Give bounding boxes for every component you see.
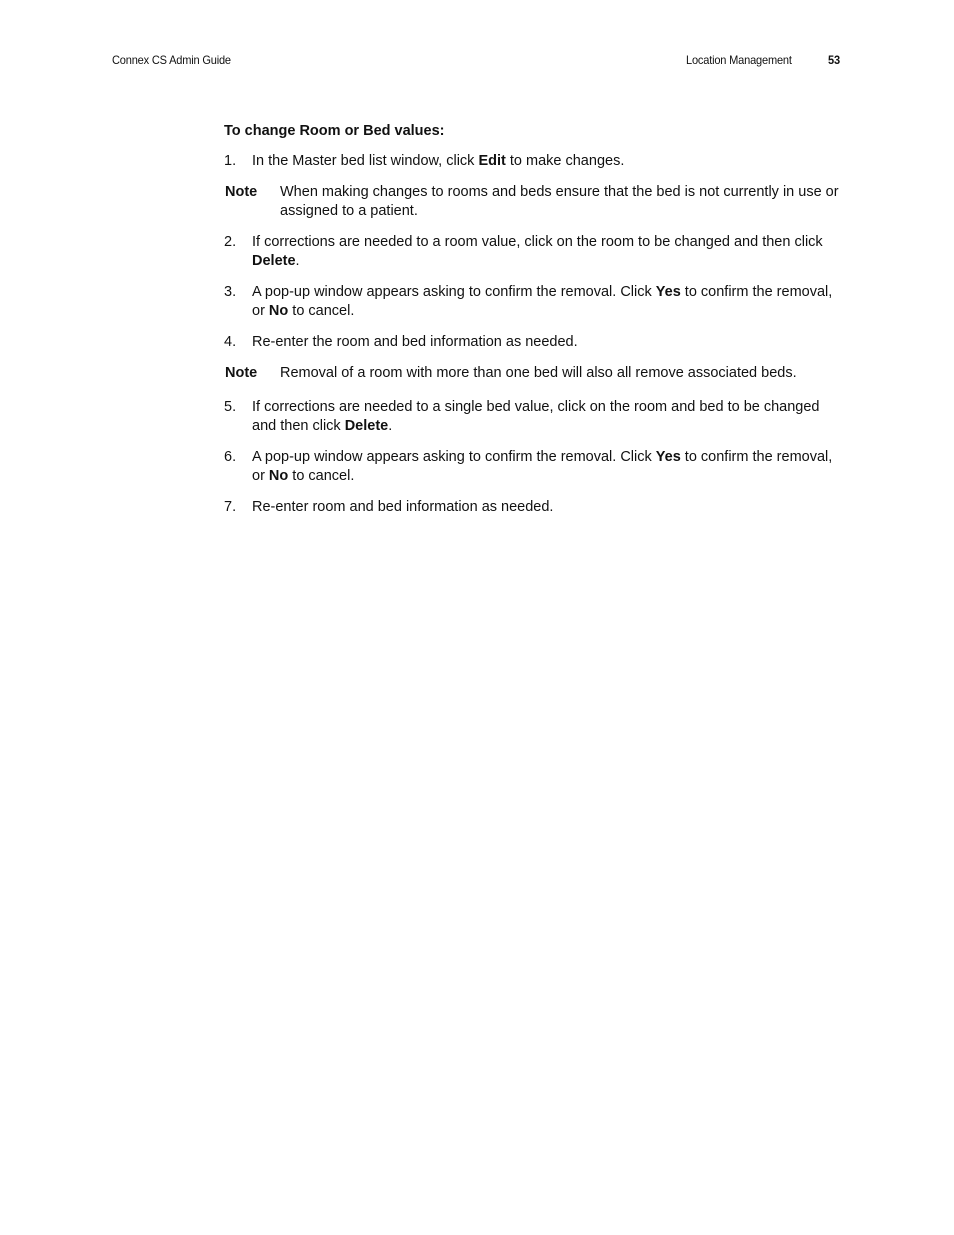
procedure-content [224, 122, 840, 529]
section-name: Location Management [686, 53, 792, 67]
step-bold-term: Delete [252, 253, 296, 269]
step-bold-term: Edit [478, 153, 506, 169]
step-7 [224, 498, 840, 517]
step-bold-term: Yes [655, 284, 681, 300]
step-number: 1. [224, 153, 237, 169]
step-bold-term: Delete [344, 418, 389, 434]
step-3 [224, 283, 840, 321]
step-text: to confirm the removal, or [252, 284, 833, 319]
step-number: 7. [224, 499, 237, 515]
procedure-heading: To change Room or Bed values: [224, 123, 445, 139]
step-text: A pop-up window appears asking to confirm the removal. Click [252, 284, 656, 300]
step-bold-term: Yes [655, 449, 681, 465]
page-number: 53 [828, 53, 840, 67]
step-text: . [388, 418, 393, 434]
step-number: 5. [224, 399, 237, 415]
step-bold-term: No [268, 468, 289, 484]
step-text: If corrections are needed to a room value, click on the room to be changed and then click [252, 234, 823, 250]
step-number: 3. [224, 284, 237, 300]
note-1 [225, 183, 840, 221]
page-header [0, 52, 954, 70]
note-text: Removal of a room with more than one bed will also all remove associated beds. [280, 365, 797, 381]
step-text: to confirm the removal, or [252, 449, 833, 484]
step-text: Re-enter the room and bed information as needed. [252, 334, 578, 350]
step-5 [224, 398, 840, 436]
step-text: If corrections are needed to a single bed value, click on the room and bed to be changed and then click [252, 399, 820, 434]
step-text: A pop-up window appears asking to confirm the removal. Click [252, 449, 656, 465]
step-2 [224, 233, 840, 271]
step-number: 6. [224, 449, 237, 465]
note-2 [225, 364, 840, 383]
document-title: Connex CS Admin Guide [112, 53, 231, 67]
step-text: to make changes. [505, 153, 625, 169]
note-label: Note [225, 184, 258, 200]
step-bold-term: No [268, 303, 289, 319]
step-1 [224, 152, 840, 171]
step-text: Re-enter room and bed information as needed. [252, 499, 554, 515]
note-text: When making changes to rooms and beds ensure that the bed is not currently in use or assigned to a patient. [280, 184, 839, 219]
step-text: . [295, 253, 300, 269]
note-label: Note [225, 365, 258, 381]
step-4 [224, 333, 840, 352]
step-number: 2. [224, 234, 237, 250]
step-number: 4. [224, 334, 237, 350]
step-text: to cancel. [288, 468, 355, 484]
step-6 [224, 448, 840, 486]
step-text: In the Master bed list window, click [252, 153, 479, 169]
step-text: to cancel. [288, 303, 355, 319]
